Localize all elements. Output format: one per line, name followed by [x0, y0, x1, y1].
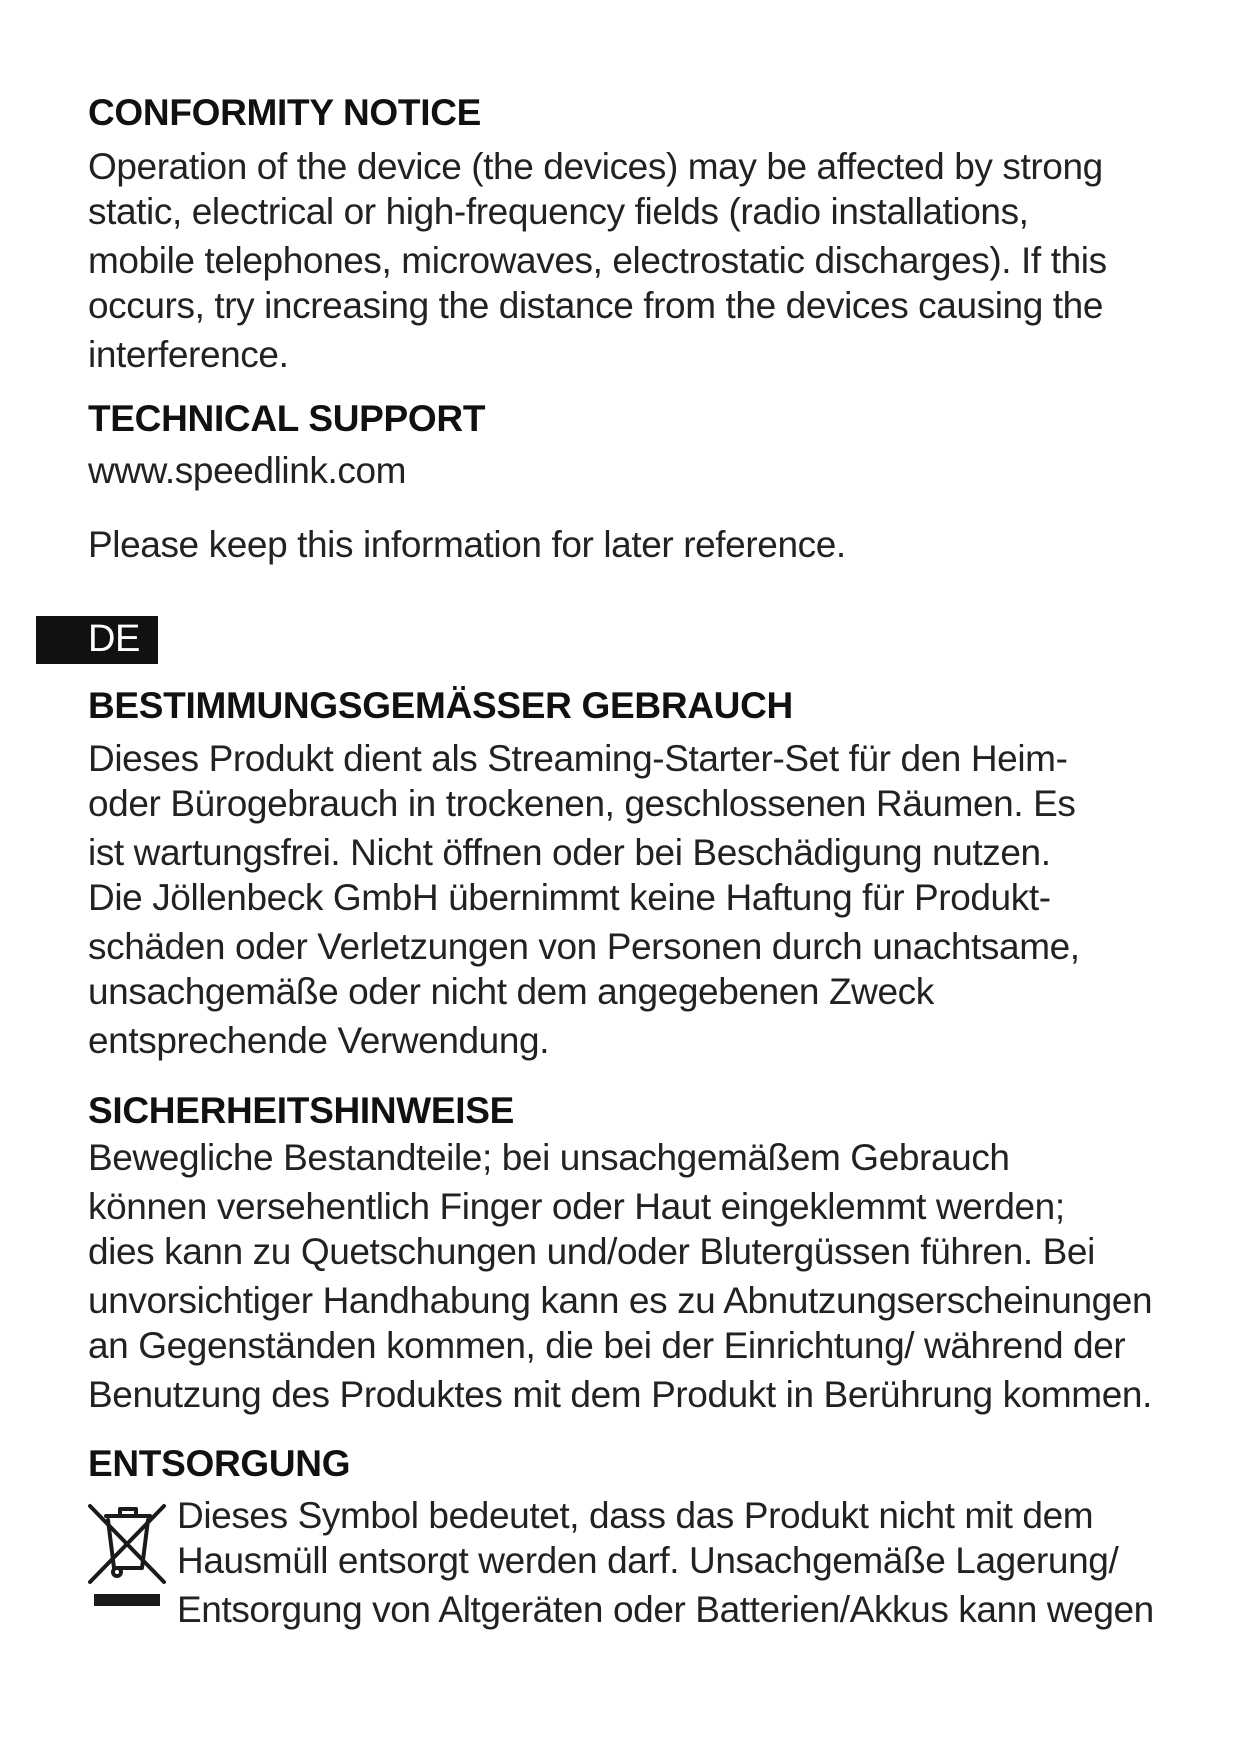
intended-use-line: Dieses Produkt dient als Streaming-Starter-Set für den Heim-	[88, 738, 1068, 779]
disposal-line: Hausmüll entsorgt werden darf. Unsachgemäße Lagerung/	[177, 1540, 1119, 1581]
intended-use-line: entsprechende Verwendung.	[88, 1020, 550, 1061]
conformity-line: mobile telephones, microwaves, electrostatic discharges). If this	[88, 240, 1107, 281]
disposal-line: Entsorgung von Altgeräten oder Batterien/Akkus kann wegen	[177, 1589, 1154, 1630]
conformity-line: Operation of the device (the devices) may be affected by strong	[88, 146, 1103, 187]
conformity-line: interference.	[88, 334, 289, 375]
disposal-heading: ENTSORGUNG	[88, 1443, 351, 1484]
disposal-line: Dieses Symbol bedeutet, dass das Produkt nicht mit dem	[177, 1495, 1094, 1536]
language-tag-label: DE	[88, 618, 140, 660]
support-heading: TECHNICAL SUPPORT	[88, 398, 486, 439]
safety-line: Bewegliche Bestandteile; bei unsachgemäßem Gebrauch	[88, 1137, 1010, 1178]
conformity-heading: CONFORMITY NOTICE	[88, 92, 481, 133]
weee-crossed-bin-icon	[84, 1500, 170, 1610]
intended-use-heading: BESTIMMUNGSGEMÄSSER GEBRAUCH	[88, 685, 793, 726]
intended-use-line: oder Bürogebrauch in trockenen, geschlossenen Räumen. Es	[88, 783, 1076, 824]
support-note: Please keep this information for later reference.	[88, 524, 846, 565]
intended-use-line: ist wartungsfrei. Nicht öffnen oder bei Beschädigung nutzen.	[88, 832, 1051, 873]
language-tag	[36, 616, 158, 664]
intended-use-line: unsachgemäße oder nicht dem angegebenen Zweck	[88, 971, 934, 1012]
conformity-line: occurs, try increasing the distance from the devices causing the	[88, 285, 1104, 326]
safety-line: Benutzung des Produktes mit dem Produkt in Berührung kommen.	[88, 1374, 1152, 1415]
conformity-line: static, electrical or high-frequency fields (radio installations,	[88, 191, 1029, 232]
safety-line: unvorsichtiger Handhabung kann es zu Abnutzungserscheinungen	[88, 1280, 1153, 1321]
safety-line: dies kann zu Quetschungen und/oder Blutergüssen führen. Bei	[88, 1231, 1095, 1272]
safety-line: können versehentlich Finger oder Haut eingeklemmt werden;	[88, 1186, 1065, 1227]
intended-use-line: Die Jöllenbeck GmbH übernimmt keine Haftung für Produkt-	[88, 877, 1051, 918]
support-url: www.speedlink.com	[88, 450, 407, 491]
safety-line: an Gegenständen kommen, die bei der Einrichtung/ während der	[88, 1325, 1126, 1366]
safety-heading: SICHERHEITSHINWEISE	[88, 1090, 515, 1131]
intended-use-line: schäden oder Verletzungen von Personen durch unachtsame,	[88, 926, 1080, 967]
